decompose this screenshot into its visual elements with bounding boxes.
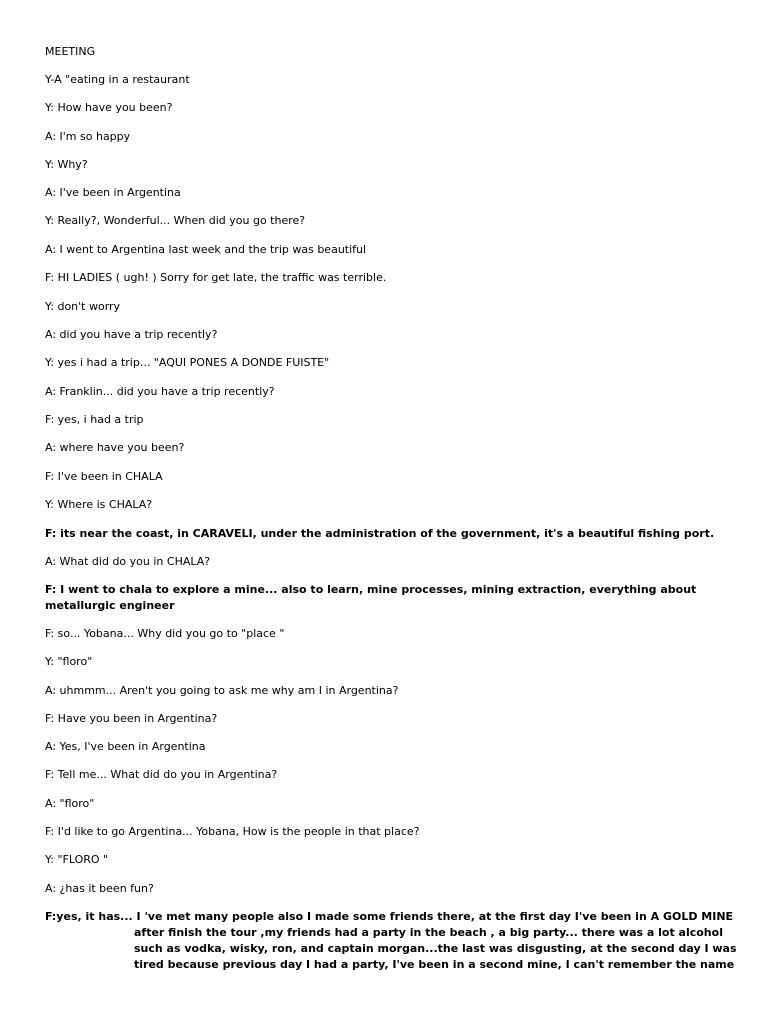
dialogue-line: F: yes, i had a trip bbox=[45, 413, 144, 426]
final-paragraph-line: such as vodka, wisky, ron, and captain morgan...the last was disgusting, at the second day I was bbox=[134, 942, 737, 955]
dialogue-line: A: uhmmm... Aren't you going to ask me why am I in Argentina? bbox=[45, 684, 399, 697]
dialogue-line: F: I've been in CHALA bbox=[45, 470, 163, 483]
dialogue-line: Y: yes i had a trip... "AQUI PONES A DONDE FUISTE" bbox=[45, 356, 330, 369]
dialogue-line-bold: F: its near the coast, in CARAVELI, under the administration of the government, it's a beautiful fishing port. bbox=[45, 527, 715, 540]
dialogue-line: A: I'm so happy bbox=[45, 130, 131, 143]
dialogue-line: A: "floro" bbox=[45, 797, 95, 810]
dialogue-line: F: so... Yobana... Why did you go to "place " bbox=[45, 627, 285, 640]
dialogue-line: A: What did do you in CHALA? bbox=[45, 555, 211, 568]
dialogue-line: Y: Really?, Wonderful... When did you go there? bbox=[45, 214, 306, 227]
final-paragraph-first-line: F:yes, it has... I 've met many people also I made some friends there, at the first day I've been in A GOLD MINE bbox=[45, 910, 734, 923]
dialogue-line: F: Have you been in Argentina? bbox=[45, 712, 218, 725]
dialogue-line: A: I've been in Argentina bbox=[45, 186, 181, 199]
final-paragraph-line: tired because previous day I had a party, I've been in a second mine, I can't remember the name bbox=[134, 958, 735, 971]
dialogue-line: A: ¿has it been fun? bbox=[45, 882, 154, 895]
dialogue-line: Y: Where is CHALA? bbox=[45, 498, 153, 511]
dialogue-line: Y: don't worry bbox=[45, 300, 121, 313]
document-title: MEETING bbox=[45, 45, 96, 58]
dialogue-line: Y: Why? bbox=[45, 158, 88, 171]
dialogue-line: A: I went to Argentina last week and the trip was beautiful bbox=[45, 243, 367, 256]
dialogue-line-bold: metallurgic engineer bbox=[45, 599, 175, 612]
dialogue-line: Y: "floro" bbox=[45, 655, 93, 668]
dialogue-line: F: Tell me... What did do you in Argentina? bbox=[45, 768, 278, 781]
dialogue-line: F: I'd like to go Argentina... Yobana, How is the people in that place? bbox=[45, 825, 420, 838]
dialogue-line: A: Franklin... did you have a trip recently? bbox=[45, 385, 275, 398]
final-paragraph-line: after finish the tour ,my friends had a party in the beach , a big party... there was a lot alcohol bbox=[134, 926, 723, 939]
dialogue-line-bold: F: I went to chala to explore a mine... also to learn, mine processes, mining extraction, everything about bbox=[45, 583, 697, 596]
dialogue-line: Y-A "eating in a restaurant bbox=[45, 73, 190, 86]
dialogue-line: A: did you have a trip recently? bbox=[45, 328, 218, 341]
dialogue-line: Y: How have you been? bbox=[45, 101, 173, 114]
dialogue-line: A: where have you been? bbox=[45, 441, 185, 454]
dialogue-line: Y: "FLORO " bbox=[45, 853, 109, 866]
dialogue-line: F: HI LADIES ( ugh! ) Sorry for get late, the traffic was terrible. bbox=[45, 271, 387, 284]
dialogue-line: A: Yes, I've been in Argentina bbox=[45, 740, 206, 753]
